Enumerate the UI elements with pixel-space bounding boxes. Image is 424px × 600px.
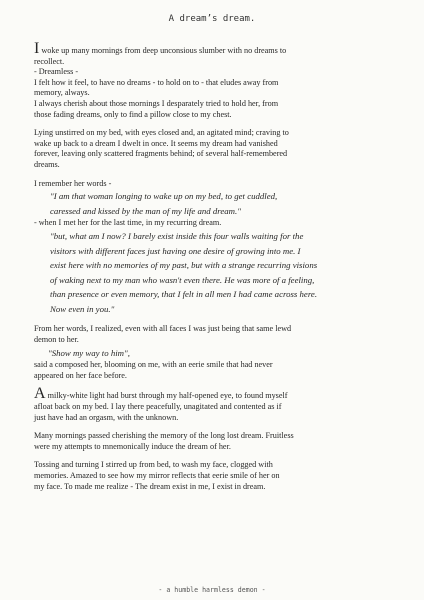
paragraph-2-line-3: forever, leaving only scattered fragments behind; of several half-remembered bbox=[34, 149, 288, 159]
paragraph-2-line-4: dreams. bbox=[34, 159, 60, 169]
paragraph-1-line-1: I woke up many mornings from deep unconsious slumber with no dreams to bbox=[34, 40, 287, 57]
quote-2-line-2: visitors with different faces just having one desire of growing into me. I bbox=[50, 245, 301, 256]
page-title: A dream’s dream. bbox=[168, 14, 256, 24]
quote-2-line-3: exist here with no memories of my past, but with a strange recurring visions bbox=[50, 260, 318, 271]
paragraph-3 bbox=[34, 179, 396, 317]
paragraph-4-line-2: demon to her. bbox=[34, 335, 79, 345]
paragraph-5 bbox=[34, 385, 396, 423]
paragraph-4-line-3: said a composed her, blooming on me, with an eerie smile that had never bbox=[34, 360, 273, 370]
paragraph-4-line-1: From her words, I realized, even with all faces I was just being that same lewd bbox=[34, 324, 292, 334]
quote-1-line-2: caressed and kissed by the man of my life and dream." bbox=[50, 205, 241, 216]
drop-cap: A bbox=[34, 385, 46, 403]
poem-body bbox=[34, 40, 396, 500]
paragraph-6-line-1: Many mornings passed cherishing the memory of the long lost dream. Fruitless bbox=[34, 431, 294, 441]
paragraph-3-mid: - when I met her for the last time, in my recurring dream. bbox=[34, 218, 222, 228]
paragraph-2 bbox=[34, 128, 396, 170]
paragraph-5-line-2: afloat back on my bed. I lay there peacefully, unagitated and contented as if bbox=[34, 402, 282, 412]
paragraph-5-line-1: A milky-white light had burst through my half-opened eye, to found myself bbox=[34, 385, 288, 403]
paragraph-1-line-6: I always cherish about those mornings I desparately tried to hold her, from bbox=[34, 98, 279, 108]
quote-2-line-5: than presence or even memory, that I felt in all men I had came across here. bbox=[50, 289, 318, 300]
quote-2-line-4: of waking next to my man who wasn't even there. He was more of a feeling, bbox=[50, 274, 315, 285]
quote-3: "Show my way to him", bbox=[48, 347, 130, 358]
quote-2-line-1: "but, what am I now? I barely exist inside this four walls waiting for the bbox=[50, 230, 304, 241]
paragraph-6 bbox=[34, 431, 396, 452]
paragraph-7-line-1: Tossing and turning I stirred up from bed, to wash my face, clogged with bbox=[34, 460, 273, 470]
signature-footer: - a humble harmless demon - bbox=[158, 586, 266, 594]
paragraph-1-line-7: those fading dreams, only to find a pillow close to my chest. bbox=[34, 109, 232, 119]
paragraph-4 bbox=[34, 324, 396, 381]
quote-2-line-6: Now even in you." bbox=[50, 303, 115, 314]
paragraph-2-line-2: wake up back to a dream I dwelt in once. It seems my dream had vanished bbox=[34, 138, 278, 148]
paragraph-3-intro: I remember her words - bbox=[34, 178, 112, 188]
quote-1-line-1: "I am that woman longing to wake up on my bed, to get cuddled, bbox=[50, 191, 278, 202]
paragraph-1-line-3: - Dreamless - bbox=[34, 67, 79, 77]
paragraph-2-line-1: Lying unstirred on my bed, with eyes closed and, an agitated mind; craving to bbox=[34, 128, 289, 138]
paragraph-6-line-2: were my attempts to mnemonically induce the dream of her. bbox=[34, 441, 231, 451]
paragraph-1-line-2: recollect. bbox=[34, 56, 65, 66]
paragraph-1-line-5: memory, always. bbox=[34, 88, 90, 98]
paragraph-1 bbox=[34, 40, 396, 120]
paragraph-5-line-3: just have had an orgasm, with the unknown. bbox=[34, 412, 179, 422]
paragraph-7-line-3: my face. To made me realize - The dream exist in me, I exist in dream. bbox=[34, 481, 266, 491]
paragraph-7-line-2: memories. Amazed to see how my mirror reflects that eerie smile of her on bbox=[34, 471, 280, 480]
paragraph-1-line-4: I felt how it feel, to have no dreams - to hold on to - that eludes away from bbox=[34, 77, 279, 87]
paragraph-7 bbox=[34, 460, 396, 492]
drop-cap: I bbox=[34, 40, 40, 57]
paragraph-4-line-4: appeared on her face before. bbox=[34, 370, 127, 380]
